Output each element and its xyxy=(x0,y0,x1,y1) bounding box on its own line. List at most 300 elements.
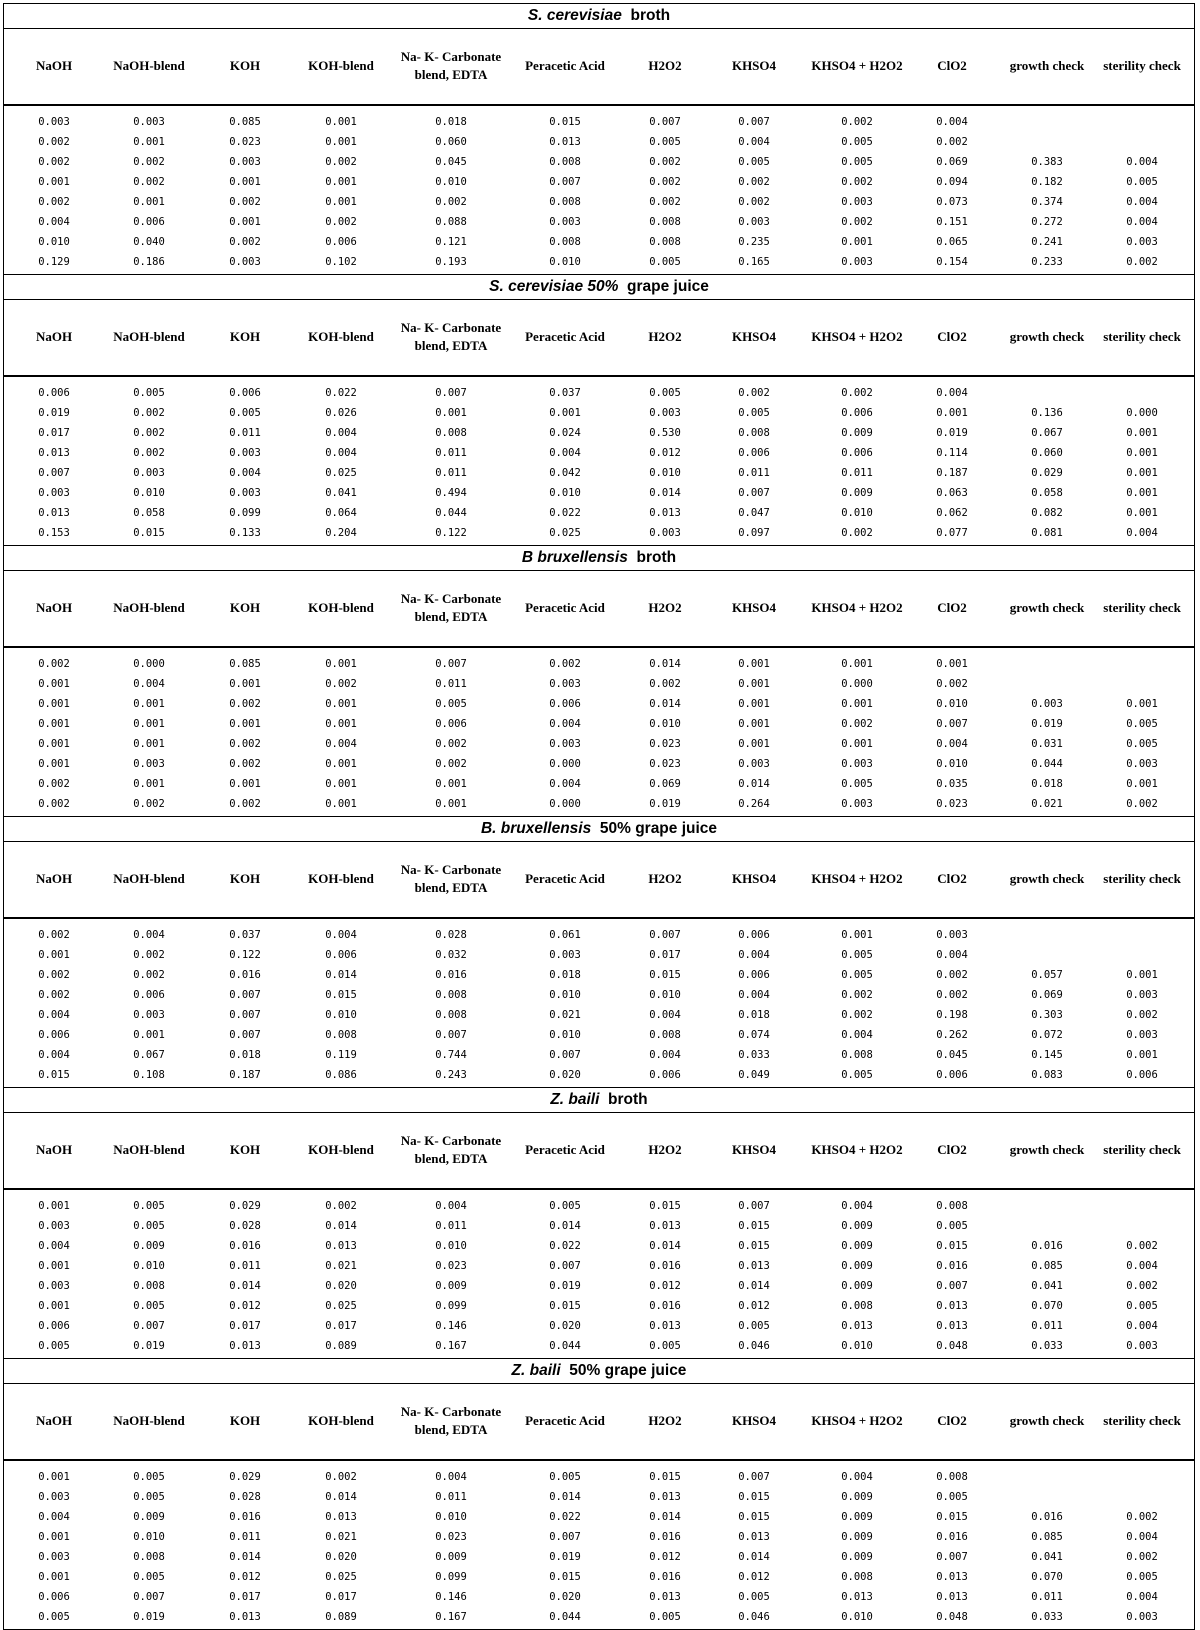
table-cell: 0.008 xyxy=(133,1551,165,1563)
column-header-row xyxy=(4,1113,1194,1190)
column-header-growth-check: growth check xyxy=(1009,1142,1085,1158)
table-cell: 0.004 xyxy=(38,1009,70,1021)
table-cell: 0.167 xyxy=(435,1340,467,1352)
medium-name: grape juice xyxy=(627,278,709,295)
table-cell: 0.010 xyxy=(649,989,681,1001)
table-cell: 0.014 xyxy=(549,1491,581,1503)
table-cell: 0.005 xyxy=(841,136,873,148)
table-cell: 0.009 xyxy=(841,1531,873,1543)
table-cell: 0.121 xyxy=(435,236,467,248)
table-cell: 0.005 xyxy=(133,1471,165,1483)
table-cell: 0.005 xyxy=(133,1491,165,1503)
table-cell: 0.005 xyxy=(649,1340,681,1352)
table-cell: 0.009 xyxy=(841,1491,873,1503)
table-cell: 0.003 xyxy=(229,447,261,459)
table-cell: 0.001 xyxy=(841,236,873,248)
table-cell: 0.014 xyxy=(649,658,681,670)
table-cell: 0.060 xyxy=(435,136,467,148)
column-header-khso4: KHSO4 xyxy=(731,600,777,616)
table-cell: 0.023 xyxy=(649,738,681,750)
column-header-koh-blend: KOH-blend xyxy=(308,58,374,74)
column-header-na-k-carbonate-blend-edta: Na- K- Carbonate blend, EDTA xyxy=(400,591,502,624)
table-cell: 0.010 xyxy=(549,256,581,268)
table-cell: 0.010 xyxy=(435,176,467,188)
table-cell: 0.003 xyxy=(738,216,770,228)
table-cell: 0.016 xyxy=(1031,1511,1063,1523)
table-cell: 0.021 xyxy=(325,1260,357,1272)
table-cell: 0.021 xyxy=(1031,798,1063,810)
table-cell: 0.001 xyxy=(229,678,261,690)
table-cell: 0.007 xyxy=(649,116,681,128)
table-row xyxy=(4,403,1194,423)
table-cell: 0.015 xyxy=(649,1200,681,1212)
table-cell: 0.023 xyxy=(435,1260,467,1272)
table-cell: 0.002 xyxy=(38,798,70,810)
column-header-sterility-check: sterility check xyxy=(1103,1142,1181,1158)
table-cell: 0.016 xyxy=(649,1531,681,1543)
column-header-naoh-blend: NaOH-blend xyxy=(113,329,185,345)
column-header-koh-blend: KOH-blend xyxy=(308,329,374,345)
table-cell: 0.002 xyxy=(133,949,165,961)
table-cell: 0.000 xyxy=(1126,407,1158,419)
table-cell: 0.374 xyxy=(1031,196,1063,208)
table-cell: 0.040 xyxy=(133,236,165,248)
table-cell: 0.063 xyxy=(936,487,968,499)
table-cell: 0.019 xyxy=(133,1611,165,1623)
table-cell: 0.002 xyxy=(229,698,261,710)
table-cell: 0.002 xyxy=(936,678,968,690)
table-cell: 0.002 xyxy=(1126,1240,1158,1252)
table-cell: 0.006 xyxy=(229,387,261,399)
table-cell: 0.003 xyxy=(649,527,681,539)
table-cell: 0.022 xyxy=(549,1511,581,1523)
table-cell: 0.014 xyxy=(325,1491,357,1503)
table-cell: 0.004 xyxy=(738,989,770,1001)
table-cell: 0.028 xyxy=(229,1220,261,1232)
table-cell: 0.016 xyxy=(649,1571,681,1583)
table-cell: 0.002 xyxy=(1126,256,1158,268)
table-cell: 0.008 xyxy=(133,1280,165,1292)
table-row xyxy=(4,1216,1194,1236)
table-cell: 0.182 xyxy=(1031,176,1063,188)
table-cell: 0.041 xyxy=(325,487,357,499)
table-cell: 0.002 xyxy=(841,989,873,1001)
table-cell: 0.041 xyxy=(1031,1280,1063,1292)
table-cell: 0.006 xyxy=(38,1591,70,1603)
table-cell: 0.014 xyxy=(229,1280,261,1292)
table-cell: 0.044 xyxy=(549,1340,581,1352)
results-document xyxy=(3,3,1195,1630)
column-header-growth-check: growth check xyxy=(1009,58,1085,74)
table-cell: 0.018 xyxy=(738,1009,770,1021)
section-title xyxy=(4,817,1194,842)
table-cell: 0.001 xyxy=(325,718,357,730)
section-title xyxy=(4,1088,1194,1113)
table-cell: 0.033 xyxy=(738,1049,770,1061)
table-cell: 0.018 xyxy=(1031,778,1063,790)
table-cell: 0.002 xyxy=(549,658,581,670)
table-cell: 0.004 xyxy=(549,778,581,790)
table-cell: 0.067 xyxy=(133,1049,165,1061)
table-cell: 0.010 xyxy=(549,989,581,1001)
table-cell: 0.007 xyxy=(229,1009,261,1021)
table-cell xyxy=(999,925,1095,945)
table-cell: 0.018 xyxy=(549,969,581,981)
table-cell: 0.004 xyxy=(841,1029,873,1041)
table-cell: 0.037 xyxy=(229,929,261,941)
table-cell: 0.007 xyxy=(133,1591,165,1603)
table-cell: 0.002 xyxy=(1126,1551,1158,1563)
table-cell: 0.013 xyxy=(229,1611,261,1623)
table-cell: 0.062 xyxy=(936,507,968,519)
table-cell: 0.014 xyxy=(649,1240,681,1252)
column-header-peracetic-acid: Peracetic Acid xyxy=(525,1413,605,1429)
table-cell xyxy=(1094,925,1190,945)
table-cell: 0.003 xyxy=(1126,758,1158,770)
table-cell: 0.019 xyxy=(133,1340,165,1352)
table-cell: 0.058 xyxy=(133,507,165,519)
table-cell: 0.003 xyxy=(549,949,581,961)
table-cell: 0.019 xyxy=(649,798,681,810)
table-cell: 0.033 xyxy=(1031,1611,1063,1623)
table-cell: 0.003 xyxy=(549,216,581,228)
table-cell: 0.011 xyxy=(435,447,467,459)
column-header-khso4: KHSO4 xyxy=(731,329,777,345)
table-cell: 0.085 xyxy=(229,658,261,670)
table-cell xyxy=(1094,674,1190,694)
table-cell: 0.004 xyxy=(649,1009,681,1021)
table-cell: 0.007 xyxy=(549,1260,581,1272)
column-header-naoh-blend: NaOH-blend xyxy=(113,1142,185,1158)
column-header-clo2: ClO2 xyxy=(937,871,967,887)
table-cell: 0.012 xyxy=(738,1571,770,1583)
table-cell: 0.001 xyxy=(738,718,770,730)
table-cell xyxy=(1094,1487,1190,1507)
table-cell: 0.003 xyxy=(936,929,968,941)
table-cell: 0.262 xyxy=(936,1029,968,1041)
table-cell: 0.023 xyxy=(229,136,261,148)
table-cell: 0.002 xyxy=(38,778,70,790)
column-header-koh: KOH xyxy=(229,600,261,616)
table-cell: 0.114 xyxy=(936,447,968,459)
table-cell: 0.002 xyxy=(1126,798,1158,810)
table-cell: 0.003 xyxy=(38,116,70,128)
table-cell: 0.530 xyxy=(649,427,681,439)
table-cell: 0.010 xyxy=(936,758,968,770)
column-header-peracetic-acid: Peracetic Acid xyxy=(525,58,605,74)
table-cell: 0.005 xyxy=(133,387,165,399)
table-cell: 0.001 xyxy=(38,1200,70,1212)
table-cell: 0.028 xyxy=(435,929,467,941)
table-cell: 0.023 xyxy=(649,758,681,770)
table-cell: 0.088 xyxy=(435,216,467,228)
table-body xyxy=(4,1190,1194,1358)
table-cell: 0.016 xyxy=(649,1260,681,1272)
table-cell: 0.005 xyxy=(841,156,873,168)
table-cell: 0.019 xyxy=(1031,718,1063,730)
table-cell: 0.003 xyxy=(229,487,261,499)
table-cell: 0.033 xyxy=(1031,1340,1063,1352)
table-cell: 0.002 xyxy=(133,798,165,810)
table-row xyxy=(4,1547,1194,1567)
table-cell: 0.002 xyxy=(841,116,873,128)
table-cell: 0.003 xyxy=(1126,989,1158,1001)
table-cell: 0.001 xyxy=(38,1260,70,1272)
table-cell: 0.069 xyxy=(936,156,968,168)
table-cell: 0.002 xyxy=(649,196,681,208)
table-cell: 0.002 xyxy=(229,738,261,750)
table-cell: 0.005 xyxy=(841,969,873,981)
table-cell: 0.037 xyxy=(549,387,581,399)
column-header-khso4-h2o2: KHSO4 + H2O2 xyxy=(811,600,903,616)
table-cell xyxy=(1094,1196,1190,1216)
table-cell: 0.186 xyxy=(133,256,165,268)
table-cell: 0.018 xyxy=(435,116,467,128)
table-cell: 0.070 xyxy=(1031,1571,1063,1583)
table-cell: 0.014 xyxy=(738,1551,770,1563)
table-cell: 0.235 xyxy=(738,236,770,248)
table-cell: 0.122 xyxy=(435,527,467,539)
table-cell: 0.014 xyxy=(325,1220,357,1232)
column-header-clo2: ClO2 xyxy=(937,600,967,616)
table-cell: 0.011 xyxy=(229,427,261,439)
table-cell: 0.013 xyxy=(38,507,70,519)
table-cell: 0.010 xyxy=(549,487,581,499)
table-cell: 0.009 xyxy=(435,1551,467,1563)
table-cell: 0.001 xyxy=(38,1571,70,1583)
table-section xyxy=(3,3,1195,275)
table-cell: 0.025 xyxy=(549,527,581,539)
table-cell: 0.002 xyxy=(133,447,165,459)
table-cell: 0.003 xyxy=(649,407,681,419)
table-row xyxy=(4,965,1194,985)
table-cell: 0.005 xyxy=(738,407,770,419)
table-cell: 0.122 xyxy=(229,949,261,961)
table-cell: 0.006 xyxy=(738,969,770,981)
table-cell: 0.015 xyxy=(38,1069,70,1081)
table-cell: 0.005 xyxy=(649,387,681,399)
table-cell: 0.065 xyxy=(936,236,968,248)
table-cell: 0.001 xyxy=(229,176,261,188)
organism-name: Z. baili xyxy=(550,1091,600,1108)
table-cell: 0.154 xyxy=(936,256,968,268)
table-row xyxy=(4,1567,1194,1587)
table-row xyxy=(4,523,1194,543)
table-body xyxy=(4,1461,1194,1629)
table-cell: 0.010 xyxy=(38,236,70,248)
table-cell: 0.011 xyxy=(435,678,467,690)
table-cell: 0.001 xyxy=(325,698,357,710)
table-cell: 0.005 xyxy=(841,778,873,790)
table-cell: 0.086 xyxy=(325,1069,357,1081)
table-cell: 0.007 xyxy=(738,116,770,128)
table-cell: 0.017 xyxy=(649,949,681,961)
table-cell: 0.003 xyxy=(38,1280,70,1292)
table-cell: 0.016 xyxy=(649,1300,681,1312)
table-row xyxy=(4,1256,1194,1276)
table-cell: 0.005 xyxy=(133,1220,165,1232)
table-cell: 0.058 xyxy=(1031,487,1063,499)
table-cell: 0.010 xyxy=(549,1029,581,1041)
medium-name: broth xyxy=(636,549,677,566)
table-cell: 0.025 xyxy=(325,1571,357,1583)
table-cell: 0.006 xyxy=(841,447,873,459)
table-cell: 0.264 xyxy=(738,798,770,810)
table-cell: 0.003 xyxy=(841,798,873,810)
medium-name: broth xyxy=(608,1091,648,1108)
table-cell: 0.001 xyxy=(38,718,70,730)
table-cell: 0.004 xyxy=(936,949,968,961)
table-cell xyxy=(1094,112,1190,132)
table-cell: 0.744 xyxy=(435,1049,467,1061)
table-cell: 0.007 xyxy=(549,176,581,188)
table-cell: 0.005 xyxy=(649,1611,681,1623)
organism-name: S. cerevisiae 50% xyxy=(489,278,619,295)
table-cell: 0.009 xyxy=(841,487,873,499)
table-cell: 0.002 xyxy=(325,216,357,228)
table-cell: 0.008 xyxy=(841,1049,873,1061)
table-cell: 0.020 xyxy=(549,1069,581,1081)
medium-name: broth xyxy=(630,7,671,24)
table-cell: 0.009 xyxy=(435,1280,467,1292)
table-cell: 0.007 xyxy=(549,1531,581,1543)
table-cell: 0.009 xyxy=(841,427,873,439)
table-cell: 0.007 xyxy=(936,1280,968,1292)
table-cell: 0.007 xyxy=(435,387,467,399)
table-cell: 0.004 xyxy=(1126,1531,1158,1543)
table-cell: 0.001 xyxy=(229,718,261,730)
table-cell xyxy=(999,112,1095,132)
table-cell: 0.001 xyxy=(38,949,70,961)
table-cell: 0.002 xyxy=(1126,1280,1158,1292)
table-cell: 0.005 xyxy=(38,1611,70,1623)
table-row xyxy=(4,754,1194,774)
table-cell: 0.013 xyxy=(325,1240,357,1252)
table-cell: 0.074 xyxy=(738,1029,770,1041)
table-cell: 0.002 xyxy=(133,176,165,188)
table-cell: 0.011 xyxy=(229,1531,261,1543)
table-cell xyxy=(1094,1216,1190,1236)
table-cell: 0.019 xyxy=(38,407,70,419)
table-cell: 0.031 xyxy=(1031,738,1063,750)
table-cell: 0.060 xyxy=(1031,447,1063,459)
column-header-naoh-blend: NaOH-blend xyxy=(113,600,185,616)
table-cell: 0.187 xyxy=(229,1069,261,1081)
table-cell: 0.001 xyxy=(133,738,165,750)
column-header-sterility-check: sterility check xyxy=(1103,600,1181,616)
table-cell: 0.001 xyxy=(1126,969,1158,981)
table-cell: 0.012 xyxy=(738,1300,770,1312)
table-cell: 0.002 xyxy=(325,1471,357,1483)
table-cell: 0.001 xyxy=(1126,507,1158,519)
table-cell: 0.001 xyxy=(738,658,770,670)
table-cell: 0.023 xyxy=(435,1531,467,1543)
table-cell: 0.001 xyxy=(229,216,261,228)
column-header-clo2: ClO2 xyxy=(937,1142,967,1158)
table-cell: 0.005 xyxy=(649,256,681,268)
table-cell: 0.008 xyxy=(936,1200,968,1212)
table-cell: 0.085 xyxy=(229,116,261,128)
table-row xyxy=(4,112,1194,132)
table-cell: 0.002 xyxy=(1126,1511,1158,1523)
table-cell: 0.006 xyxy=(841,407,873,419)
table-cell: 0.044 xyxy=(1031,758,1063,770)
table-cell: 0.003 xyxy=(133,758,165,770)
table-cell: 0.002 xyxy=(936,136,968,148)
table-cell: 0.119 xyxy=(325,1049,357,1061)
table-row xyxy=(4,383,1194,403)
table-body xyxy=(4,377,1194,545)
table-cell: 0.004 xyxy=(1126,216,1158,228)
table-cell: 0.010 xyxy=(649,718,681,730)
table-cell: 0.011 xyxy=(1031,1320,1063,1332)
table-cell xyxy=(999,945,1095,965)
table-cell: 0.013 xyxy=(325,1511,357,1523)
table-cell: 0.004 xyxy=(1126,196,1158,208)
table-cell: 0.015 xyxy=(738,1240,770,1252)
table-cell: 0.002 xyxy=(229,196,261,208)
table-cell: 0.005 xyxy=(841,1069,873,1081)
table-cell: 0.004 xyxy=(738,949,770,961)
table-cell: 0.004 xyxy=(1126,527,1158,539)
table-cell: 0.014 xyxy=(649,698,681,710)
table-cell: 0.003 xyxy=(549,678,581,690)
table-cell: 0.005 xyxy=(133,1571,165,1583)
table-cell: 0.010 xyxy=(841,1340,873,1352)
table-row xyxy=(4,794,1194,814)
table-cell: 0.010 xyxy=(133,1260,165,1272)
column-header-h2o2: H2O2 xyxy=(648,871,682,887)
table-cell: 0.044 xyxy=(549,1611,581,1623)
table-cell: 0.048 xyxy=(936,1340,968,1352)
table-cell: 0.008 xyxy=(649,216,681,228)
table-cell: 0.029 xyxy=(1031,467,1063,479)
table-cell: 0.002 xyxy=(38,969,70,981)
table-body xyxy=(4,919,1194,1087)
table-cell: 0.004 xyxy=(325,738,357,750)
table-cell: 0.004 xyxy=(738,136,770,148)
table-cell: 0.026 xyxy=(325,407,357,419)
table-cell: 0.005 xyxy=(549,1471,581,1483)
table-row xyxy=(4,192,1194,212)
table-row xyxy=(4,443,1194,463)
table-cell: 0.001 xyxy=(435,798,467,810)
column-header-koh-blend: KOH-blend xyxy=(308,600,374,616)
table-cell: 0.004 xyxy=(325,447,357,459)
table-cell: 0.153 xyxy=(38,527,70,539)
section-title xyxy=(4,275,1194,300)
table-cell: 0.241 xyxy=(1031,236,1063,248)
table-cell: 0.022 xyxy=(549,1240,581,1252)
column-header-sterility-check: sterility check xyxy=(1103,58,1181,74)
table-cell: 0.001 xyxy=(38,176,70,188)
column-header-row xyxy=(4,842,1194,919)
table-cell: 0.007 xyxy=(936,718,968,730)
table-cell: 0.006 xyxy=(738,929,770,941)
table-cell: 0.015 xyxy=(936,1511,968,1523)
organism-name: Z. baili xyxy=(511,1362,561,1379)
table-cell: 0.002 xyxy=(435,738,467,750)
table-cell xyxy=(1094,945,1190,965)
table-cell: 0.001 xyxy=(1126,1049,1158,1061)
table-cell: 0.002 xyxy=(325,678,357,690)
section-title xyxy=(4,4,1194,29)
table-row xyxy=(4,1025,1194,1045)
table-cell: 0.005 xyxy=(1126,1300,1158,1312)
table-cell: 0.089 xyxy=(325,1611,357,1623)
table-cell: 0.002 xyxy=(38,196,70,208)
table-cell: 0.069 xyxy=(1031,989,1063,1001)
